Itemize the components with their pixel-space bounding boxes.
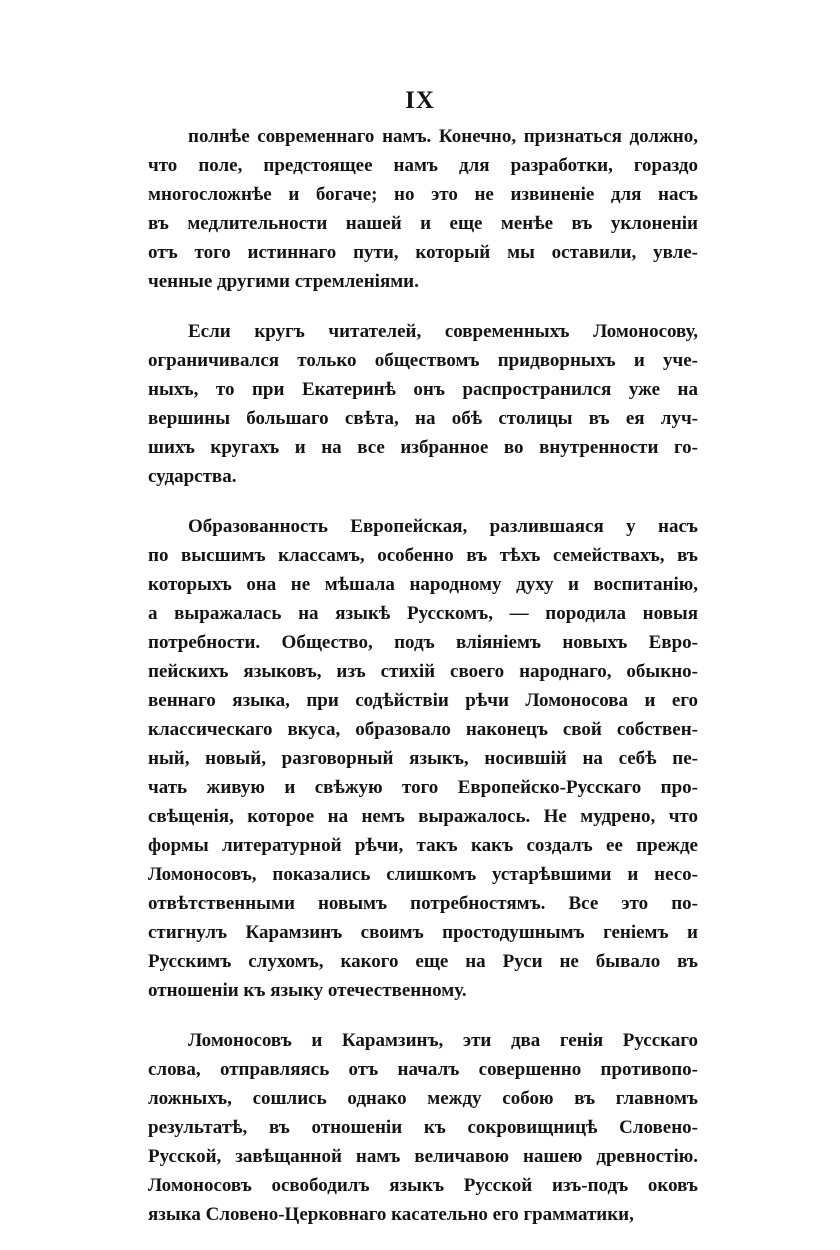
text-line: ныхъ, то при Екатеринѣ онъ распространился уже на: [148, 379, 698, 400]
text-line: языка Словено-Церковнаго касательно его грамматики,: [148, 1204, 634, 1225]
paragraph: [148, 122, 698, 296]
text-line: результатѣ, въ отношеніи къ сокровищницѣ Словено-: [148, 1117, 698, 1138]
page-number: IX: [405, 87, 435, 114]
text-line: Ломоносовъ и Карамзинъ, эти два генія Русскаго: [188, 1030, 698, 1051]
paragraph: [148, 1026, 698, 1229]
text-line: сударства.: [148, 466, 237, 487]
text-line: классическаго вкуса, образовало наконецъ свой собствен-: [148, 719, 698, 740]
text-line: слова, отправляясь отъ началъ совершенно противопо-: [148, 1059, 698, 1080]
text-line: Ломоносовъ освободилъ языкъ Русской изъ-подъ оковъ: [148, 1175, 698, 1196]
text-line: чать живую и свѣжую того Европейско-Русскаго про-: [148, 777, 698, 798]
text-line: ченные другими стремленіями.: [148, 271, 419, 292]
text-line: отвѣтственными новымъ потребностямъ. Все это по-: [148, 893, 698, 914]
text-line: Русскимъ слухомъ, какого еще на Руси не бывало въ: [148, 951, 698, 972]
text-line: что поле, предстоящее намъ для разработки, гораздо: [148, 155, 698, 176]
text-line: отношеніи къ языку отечественному.: [148, 980, 467, 1001]
text-line: ограничивался только обществомъ придворныхъ и уче-: [148, 350, 698, 371]
text-line: а выражалась на языкѣ Русскомъ, — породила новыя: [148, 603, 698, 624]
text-line: отъ того истиннаго пути, который мы оставили, увле-: [148, 242, 698, 263]
text-line: по высшимъ классамъ, особенно въ тѣхъ семействахъ, въ: [148, 545, 698, 566]
text-line: веннаго языка, при содѣйствіи рѣчи Ломоносова и его: [148, 690, 698, 711]
text-line: ный, новый, разговорный языкъ, носившій на себѣ пе-: [148, 748, 698, 769]
text-line: шихъ кругахъ и на все избранное во внутренности го-: [148, 437, 698, 458]
text-line: ложныхъ, сошлись однако между собою въ главномъ: [148, 1088, 698, 1109]
text-line: пейскихъ языковъ, изъ стихій своего народнаго, обыкно-: [148, 661, 698, 682]
text-line: которыхъ она не мѣшала народному духу и воспитанію,: [148, 574, 698, 595]
text-line: Образованность Европейская, разлившаяся у насъ: [188, 516, 698, 537]
text-line: многосложнѣе и богаче; но это не извиненіе для насъ: [148, 184, 698, 205]
paragraph: [148, 512, 698, 1005]
text-line: свѣщенія, которое на немъ выражалось. Не мудрено, что: [148, 806, 698, 827]
paragraph: [148, 317, 698, 491]
text-line: стигнулъ Карамзинъ своимъ простодушнымъ геніемъ и: [148, 922, 698, 943]
text-line: Русской, завѣщанной намъ величавою нашею древностію.: [148, 1146, 698, 1167]
body-text: [148, 122, 698, 1250]
text-line: полнѣе современнаго намъ. Конечно, признаться должно,: [188, 126, 698, 147]
text-line: формы литературной рѣчи, такъ какъ создалъ ее прежде: [148, 835, 698, 856]
text-line: Ломоносовъ, показались слишкомъ устарѣвшими и несо-: [148, 864, 698, 885]
text-line: потребности. Общество, подъ вліяніемъ новыхъ Евро-: [148, 632, 698, 653]
text-line: въ медлительности нашей и еще менѣе въ уклоненіи: [148, 213, 698, 234]
text-line: вершины большаго свѣта, на обѣ столицы въ ея луч-: [148, 408, 698, 429]
text-line: Если кругъ читателей, современныхъ Ломоносову,: [188, 321, 698, 342]
